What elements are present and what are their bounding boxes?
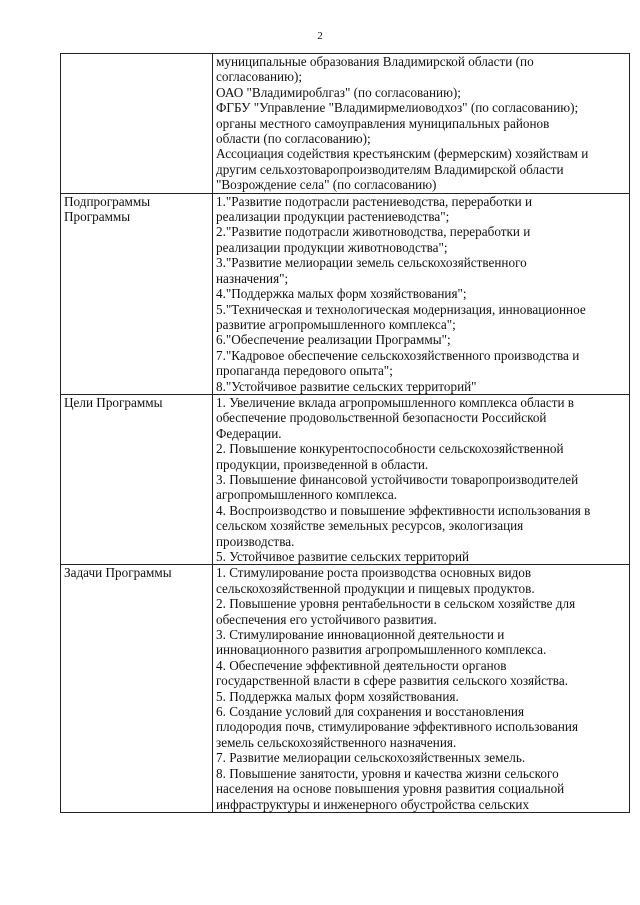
content-line: инновационного развития агропромышленного комплекса.	[216, 642, 547, 658]
content-line: муниципальные образования Владимирской области (по	[216, 54, 534, 69]
content-line: ФГБУ "Управление "Владимирмелиоводхоз" (по согласованию);	[216, 100, 579, 116]
content-line: 8."Устойчивое развитие сельских территорий"	[216, 378, 477, 394]
content-line: 8. Повышение занятости, уровня и качества жизни сельского	[216, 765, 559, 781]
content-line: 4. Воспроизводство и повышение эффективности использования в	[216, 502, 591, 518]
content-line: населения на основе повышения уровня развития социальной	[216, 781, 565, 797]
content-line: Ассоциация содействия крестьянским (фермерским) хозяйствам и	[216, 146, 589, 162]
content-line: агропромышленного комплекса.	[216, 487, 398, 503]
content-line: ОАО "Владимироблгаз" (по согласованию);	[216, 84, 461, 100]
content-line: 4."Поддержка малых форм хозяйствования";	[216, 286, 467, 302]
row-label-cell	[61, 54, 213, 194]
row-content-cell	[213, 193, 630, 394]
content-line: "Возрождение села" (по согласованию)	[216, 177, 437, 193]
content-line: согласованию);	[216, 69, 302, 85]
content-line: инфраструктуры и инженерного обустройства сельских	[216, 796, 530, 812]
content-line: 2."Развитие подотрасли животноводства, переработки и	[216, 224, 531, 240]
content-line: сельскохозяйственной продукции и пищевых продуктов.	[216, 580, 535, 596]
content-line: продукции, произведенной в области.	[216, 456, 429, 472]
content-line: 6. Создание условий для сохранения и восстановления	[216, 704, 525, 720]
content-line: обеспечения его устойчивого развития.	[216, 611, 437, 627]
content-line: 2. Повышение конкурентоспособности сельскохозяйственной	[216, 441, 564, 457]
row-content-cell	[213, 565, 630, 813]
content-line: 1. Стимулирование роста производства основных видов	[216, 565, 532, 581]
content-line: Федерации.	[216, 425, 282, 441]
content-line: 1. Увеличение вклада агропромышленного комплекса области в	[216, 394, 575, 410]
content-line: назначения";	[216, 270, 289, 286]
row-label-cell	[61, 193, 213, 394]
content-line: сельском хозяйстве земельных ресурсов, экологизация	[216, 518, 524, 534]
row-label-line: Цели Программы	[64, 394, 163, 410]
table-row-tasks	[61, 565, 630, 813]
content-line: развитие агропромышленного комплекса";	[216, 316, 456, 332]
content-line: плодородия почв, стимулирование эффективного использования	[216, 719, 579, 735]
content-line: обеспечение продовольственной безопасности Российской	[216, 410, 547, 426]
content-line: производства.	[216, 533, 295, 549]
content-line: области (по согласованию);	[216, 131, 371, 147]
content-line: 5. Устойчивое развитие сельских территорий	[216, 549, 470, 564]
content-line: 2. Повышение уровня рентабельности в сельском хозяйстве для	[216, 596, 576, 612]
content-line: 4. Обеспечение эффективной деятельности органов	[216, 657, 507, 673]
content-line: реализации продукции растениеводства";	[216, 209, 450, 225]
row-label-cell	[61, 394, 213, 564]
content-line: 3. Повышение финансовой устойчивости товаропроизводителей	[216, 471, 579, 487]
row-label-cell	[61, 565, 213, 813]
content-line: 7. Развитие мелиорации сельскохозяйственных земель.	[216, 750, 526, 766]
row-label-line: Программы	[64, 209, 131, 225]
content-line: 6."Обеспечение реализации Программы";	[216, 332, 451, 348]
table-row-subprograms	[61, 193, 630, 394]
row-label-line: Подпрограммы	[64, 193, 151, 209]
content-line: органы местного самоуправления муниципальных районов	[216, 115, 550, 131]
table-row-goals	[61, 394, 630, 564]
content-line: 3. Стимулирование инновационной деятельности и	[216, 627, 505, 643]
content-line: 3."Развитие мелиорации земель сельскохозяйственного	[216, 255, 527, 271]
page-number: 2	[317, 30, 323, 42]
content-line: 7."Кадровое обеспечение сельскохозяйственного производства и	[216, 347, 580, 363]
row-label-line: Задачи Программы	[64, 565, 172, 581]
table-row-participants-continued	[61, 54, 630, 194]
program-passport-table	[60, 53, 630, 813]
content-line: земель сельскохозяйственного назначения.	[216, 734, 457, 750]
content-line: 1."Развитие подотрасли растениеводства, переработки и	[216, 193, 533, 209]
content-line: пропаганда передового опыта";	[216, 363, 393, 379]
content-line: 5. Поддержка малых форм хозяйствования.	[216, 688, 459, 704]
content-line: другим сельхозтоваропроизводителям Владимирской области	[216, 161, 564, 177]
row-content-cell	[213, 54, 630, 194]
row-content-cell	[213, 394, 630, 564]
content-line: 5."Техническая и технологическая модернизация, инновационное	[216, 301, 586, 317]
content-line: государственной власти в сфере развития сельского хозяйства.	[216, 673, 568, 689]
content-line: реализации продукции животноводства";	[216, 239, 448, 255]
